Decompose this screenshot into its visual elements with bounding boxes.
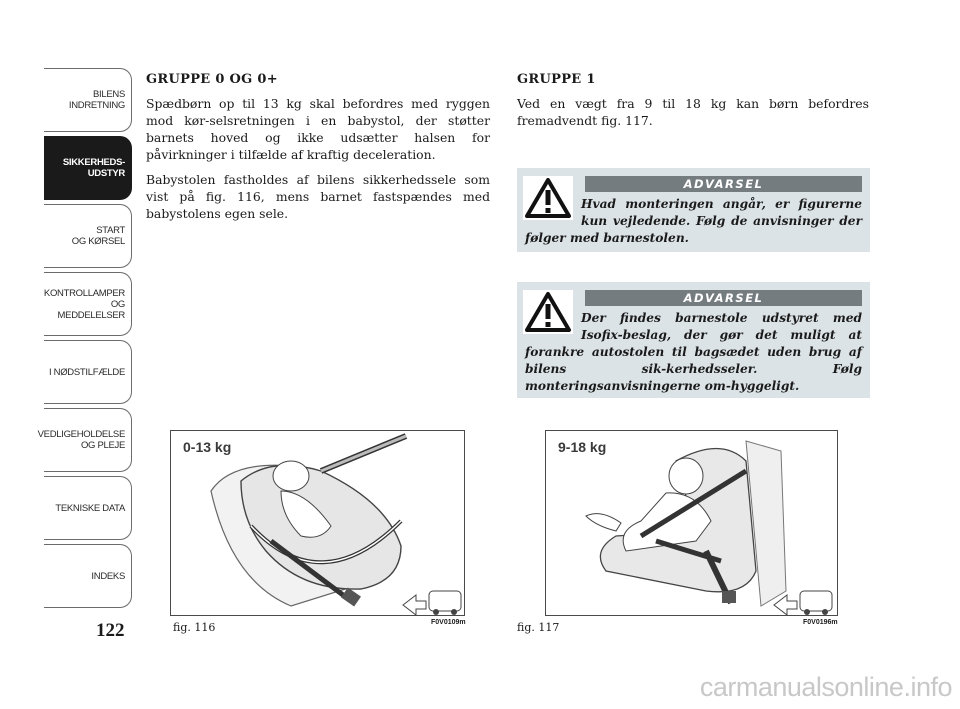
tab-bilens-indretning[interactable]: BILENS INDRETNING [44, 68, 132, 132]
figure-code: F0V0196m [803, 619, 838, 626]
paragraph: Babystolen fastholdes af bilens sikkerhedssele som vist på fig. 116, mens barnet fastspændes med babystolens egen sele. [146, 172, 490, 221]
infant-carrier-illustration [171, 431, 465, 616]
paragraph: Spædbørn op til 13 kg skal befordres med ryggen mod kør-selsretningen i en babystol, der støtter barnets hoved og ikke udsætter halsen for påvirkninger i tilfælde af kraftig deceleration. [146, 96, 490, 162]
page-number: 122 [96, 620, 125, 641]
tab-sikkerhedsudstyr[interactable]: SIKKERHEDS- UDSTYR [44, 136, 132, 200]
right-column [517, 72, 869, 137]
section-heading-gruppe-0: GRUPPE 0 OG 0+ [146, 72, 278, 87]
rear-facing-car-icon [403, 591, 461, 615]
left-column [146, 72, 490, 230]
weight-label: 9-18 kg [558, 439, 607, 455]
tab-kontrollamper[interactable]: KONTROLLAMPER OG MEDDELELSER [44, 272, 132, 336]
warning-triangle-icon [523, 176, 573, 220]
watermark: carmanualsonline.info [699, 672, 952, 702]
tab-indeks[interactable]: INDEKS [44, 544, 132, 608]
tab-start-og-korsel[interactable]: START OG KØRSEL [44, 204, 132, 268]
weight-label: 0-13 kg [183, 439, 232, 455]
chapter-tab-index [37, 68, 132, 612]
tab-nodstilfaelde[interactable]: I NØDSTILFÆLDE [44, 340, 132, 404]
figure-code: F0V0109m [431, 619, 466, 626]
tab-tekniske-data[interactable]: TEKNISKE DATA [44, 476, 132, 540]
figure-116-infant-seat [170, 430, 465, 616]
figure-117-toddler-seat [545, 430, 838, 616]
forward-facing-seat-illustration [546, 431, 838, 616]
warning-title: ADVARSEL [585, 176, 862, 192]
section-heading-gruppe-1: GRUPPE 1 [517, 72, 596, 87]
tab-vedligeholdelse[interactable]: VEDLIGEHOLDELSE OG PLEJE [44, 408, 132, 472]
warning-box [517, 168, 870, 252]
figure-caption: fig. 116 [173, 621, 216, 634]
warning-text: Der findes barnestole udstyret med Isofix-beslag, der gør det muligt at forankre autostolen til bagsædet uden brug af bilens sik-kerhedsseler. Følg monteringsanvisningerne om-hyggeligt. [525, 311, 862, 393]
warning-triangle-icon [523, 290, 573, 334]
paragraph: Ved en vægt fra 9 til 18 kg kan børn befordres fremadvendt fig. 117. [517, 96, 869, 128]
forward-facing-car-icon [774, 591, 832, 615]
warning-box [517, 282, 870, 398]
warning-title: ADVARSEL [585, 290, 862, 306]
warning-text: Hvad monteringen angår, er figurerne kun vejledende. Følg de anvisninger der følger med barnestolen. [525, 197, 862, 245]
figure-caption: fig. 117 [517, 621, 560, 634]
